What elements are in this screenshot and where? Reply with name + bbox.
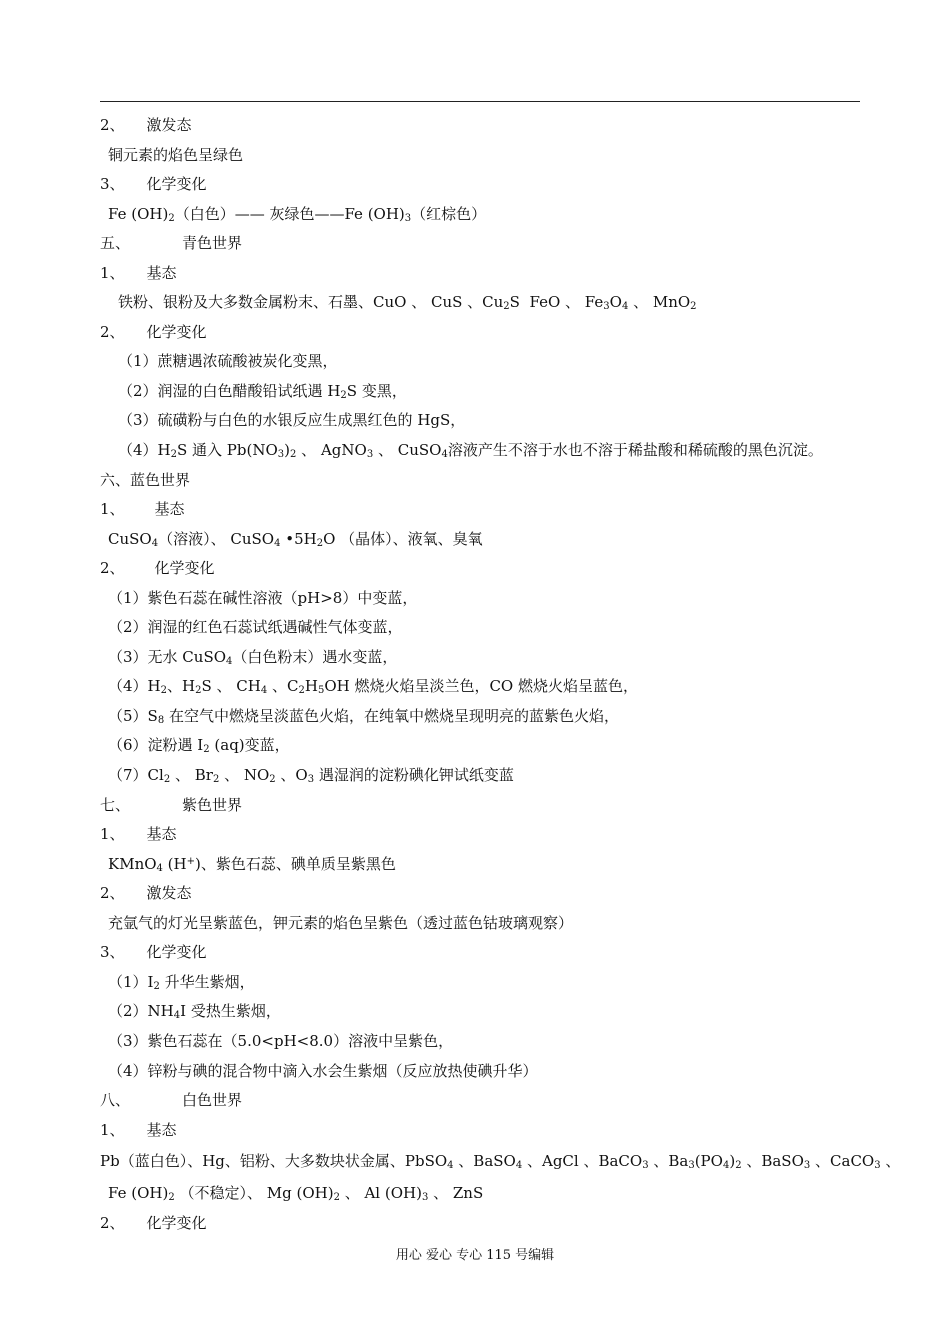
line-item: $(4)H_2S$ 通入 $Pb(NO_3)_2$ 、 AgNO$_3$ 、 CuSO$_4$溶液产生不溶于水也不溶于稀盐酸和稀硫酸的黑色沉淀。 [118, 441, 823, 461]
line-item: （6）淀粉遇 $I_2$ (aq)变蓝， [108, 736, 290, 756]
line-item: （3）无水 CuSO$_4$（白色粉末）遇水变蓝， [108, 647, 398, 667]
line-heading-chem: 2、 化学变化 [100, 559, 215, 578]
line-argon-lamp: 充氩气的灯光呈紫蓝色，钾元素的焰色呈紫色（透过蓝色钴玻璃观察） [108, 913, 574, 932]
line-blue-substances: CuSO$_4$（溶液）、 CuSO$_4$ $•5H_2O$ （晶体）、液氧、臭氧 [108, 529, 483, 549]
line-item: （4）锌粉与碘的混合物中滴入水会生紫烟（反应放热使碘升华） [108, 1061, 538, 1080]
line-heading-chem: 3、 化学变化 [100, 943, 207, 962]
line-item: $(2)NH_4I$ 受热生紫烟， [108, 1002, 281, 1022]
line-item: $(1)I_2$ 升华生紫烟， [108, 972, 255, 992]
line-feoh-change: Fe $(OH)_2$（白色）—— 灰绿色——Fe $(OH)_3$（红棕色） [108, 204, 487, 224]
document-body [100, 111, 901, 1239]
line-item: （2）润湿的白色醋酸铅试纸遇 $H_2S$ 变黑， [118, 381, 407, 401]
line-copper-flame: 铜元素的焰色呈绿色 [108, 145, 244, 164]
line-item: $(5)S_8$ 在空气中燃烧呈淡蓝色火焰，在纯氧中燃烧呈现明亮的蓝紫色火焰， [108, 706, 619, 726]
line-white-substances-1: Pb（蓝白色）、Hg、铝粉、大多数块状金属、PbSO$_4$ 、BaSO$_4$ 、AgCl 、BaCO$_3$ 、$Ba_3(PO_4)_2$ 、BaSO$_3$ 、CaCO$_3$ 、 [100, 1152, 901, 1172]
line-heading-chem: 2、 化学变化 [100, 1214, 207, 1233]
line-heading-excited: 2、 激发态 [100, 116, 192, 134]
line-heading-ground: 1、 基态 [100, 263, 177, 282]
line-heading-ground: 1、 基态 [100, 500, 185, 519]
line-heading-excited: 2、 激发态 [100, 884, 192, 903]
line-purple-substances: KMnO$_4$ (H+)、紫色石蕊、碘单质呈紫黑色 [108, 854, 396, 874]
line-item: （3）紫色石蕊在（5.0<pH<8.0）溶液中呈紫色， [108, 1031, 454, 1050]
header-rule [100, 101, 860, 102]
line-section-8: 八、 白色世界 [100, 1091, 243, 1110]
line-white-substances-2: Fe $(OH)_2$ （不稳定）、 Mg $(OH)_2$ 、 Al $(OH)_3$ 、 ZnS [108, 1184, 484, 1204]
line-item: （3）硫磺粉与白色的水银反应生成黑红色的 HgS， [118, 411, 466, 430]
line-heading-ground: 1、 基态 [100, 1120, 177, 1139]
line-section-5: 五、 青色世界 [100, 234, 243, 253]
line-section-7: 七、 紫色世界 [100, 795, 243, 814]
page-footer: 用心 爱心 专心 115 号编辑 [395, 1248, 555, 1263]
line-heading-chem: 2、 化学变化 [100, 322, 207, 341]
line-item: （2）润湿的红色石蕊试纸遇碱性气体变蓝， [108, 618, 403, 637]
line-black-substances: 铁粉、银粉及大多数金属粉末、石墨、CuO 、 CuS 、$Cu_2S$ FeO 、 $Fe_3O_4$ 、 MnO$_2$ [118, 293, 697, 313]
line-item: （1）蔗糖遇浓硫酸被炭化变黑， [118, 352, 338, 371]
line-heading-ground: 1、 基态 [100, 825, 177, 844]
line-item: （1）紫色石蕊在碱性溶液（pH>8）中变蓝， [108, 588, 418, 607]
line-heading-chem: 3、 化学变化 [100, 175, 207, 194]
line-item: $(4)H_2$、$H_2S$ 、 $CH_4$ 、$C_2H_5OH$ 燃烧火焰呈淡兰色，CO 燃烧火焰呈蓝色， [108, 677, 639, 697]
line-section-6: 六、蓝色世界 [100, 470, 191, 489]
line-item: $(7)Cl_2$ 、 $Br_2$ 、 $NO_2$ 、$O_3$ 遇湿润的淀粉碘化钾试纸变蓝 [108, 766, 514, 786]
